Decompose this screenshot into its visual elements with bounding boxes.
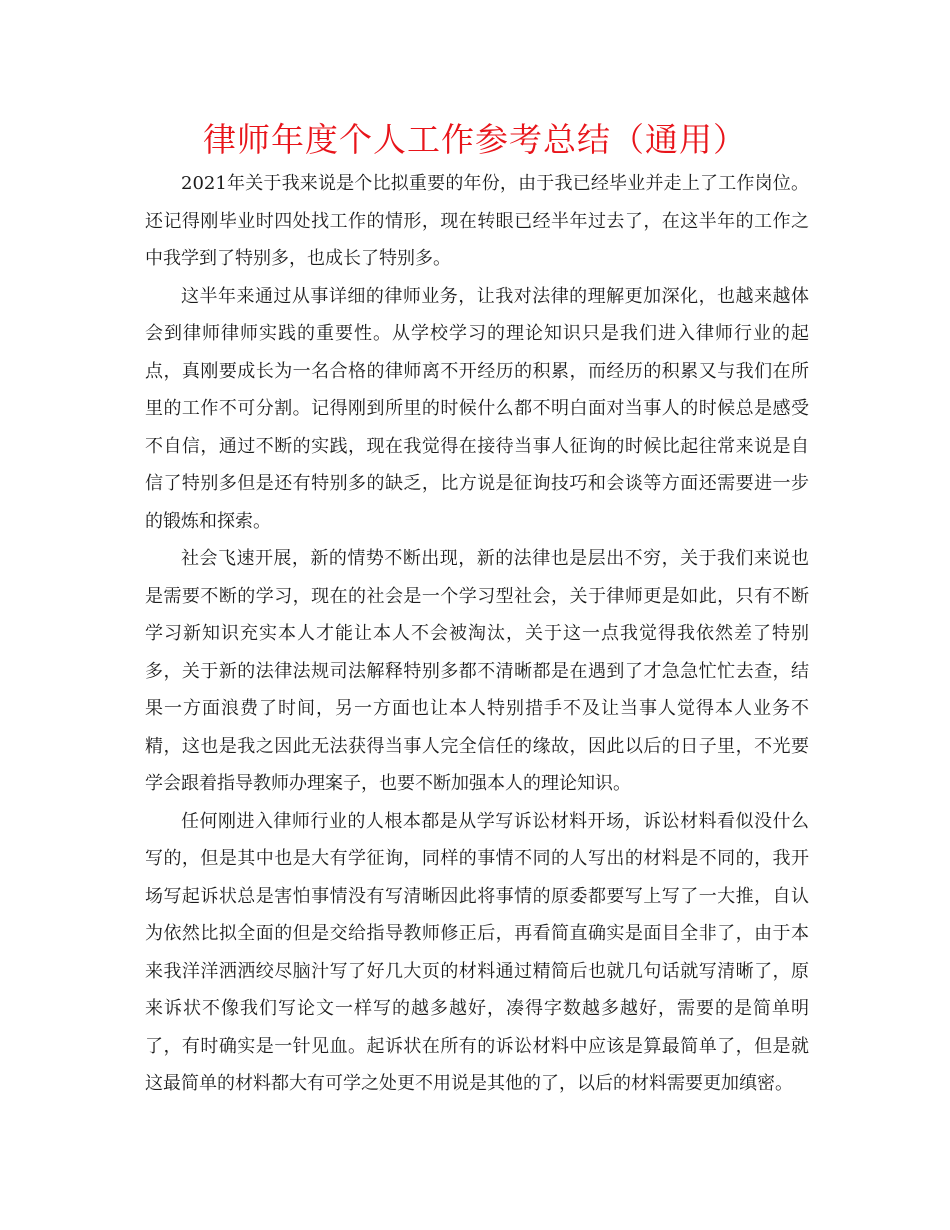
paragraph-4: 任何刚进入律师行业的人根本都是从学写诉讼材料开场，诉讼材料看似没什么写的，但是其中也是大有学征询，同样的事情不同的人写出的材料是不同的，我开场写起诉状总是害怕事情没有写清晰因此将事情的原委都要写上写了一大推，自认为依然比拟全面的但是交给指导教师修正后，再看简直确实是面目全非了，由于本来我洋洋洒洒绞尽脑汁写了好几大页的材料通过精简后也就几句话就写清晰了，原来诉状不像我们写论文一样写的越多越好，凑得字数越多越好，需要的是简单明了，有时确实是一针见血。起诉状在所有的诉讼材料中应该是算最简单了，但是就这最简单的材料都大有可学之处更不用说是其他的了，以后的材料需要更加缜密。 [145, 810, 809, 1094]
document-body [145, 165, 809, 1103]
paragraph-2: 这半年来通过从事详细的律师业务，让我对法律的理解更加深化，也越来越体会到律师律师实践的重要性。从学校学习的理论知识只是我们进入律师行业的起点，真刚要成长为一名合格的律师离不开经历的积累，而经历的积累又与我们在所里的工作不可分割。记得刚到所里的时候什么都不明白面对当事人的时候总是感受不自信，通过不断的实践，现在我觉得在接待当事人征询的时候比起往常来说是自信了特别多但是还有特别多的缺乏，比方说是征询技巧和会谈等方面还需要进一步的锻炼和探索。 [145, 285, 809, 532]
paragraph-3: 社会飞速开展，新的情势不断出现，新的法律也是层出不穷，关于我们来说也是需要不断的学习，现在的社会是一个学习型社会，关于律师更是如此，只有不断学习新知识充实本人才能让本人不会被淘汰，关于这一点我觉得我依然差了特别多，关于新的法律法规司法解释特别多都不清晰都是在遇到了才急急忙忙去查，结果一方面浪费了时间，另一方面也让本人特别措手不及让当事人觉得本人业务不精，这也是我之因此无法获得当事人完全信任的缘故，因此以后的日子里，不光要学会跟着指导教师办理案子，也要不断加强本人的理论知识。 [145, 548, 809, 794]
document-title: 律师年度个人工作参考总结（通用） [203, 120, 747, 159]
paragraph-1: 2021年关于我来说是个比拟重要的年份，由于我已经毕业并走上了工作岗位。还记得刚毕业时四处找工作的情形，现在转眼已经半年过去了，在这半年的工作之中我学到了特别多，也成长了特别多。 [145, 173, 809, 269]
